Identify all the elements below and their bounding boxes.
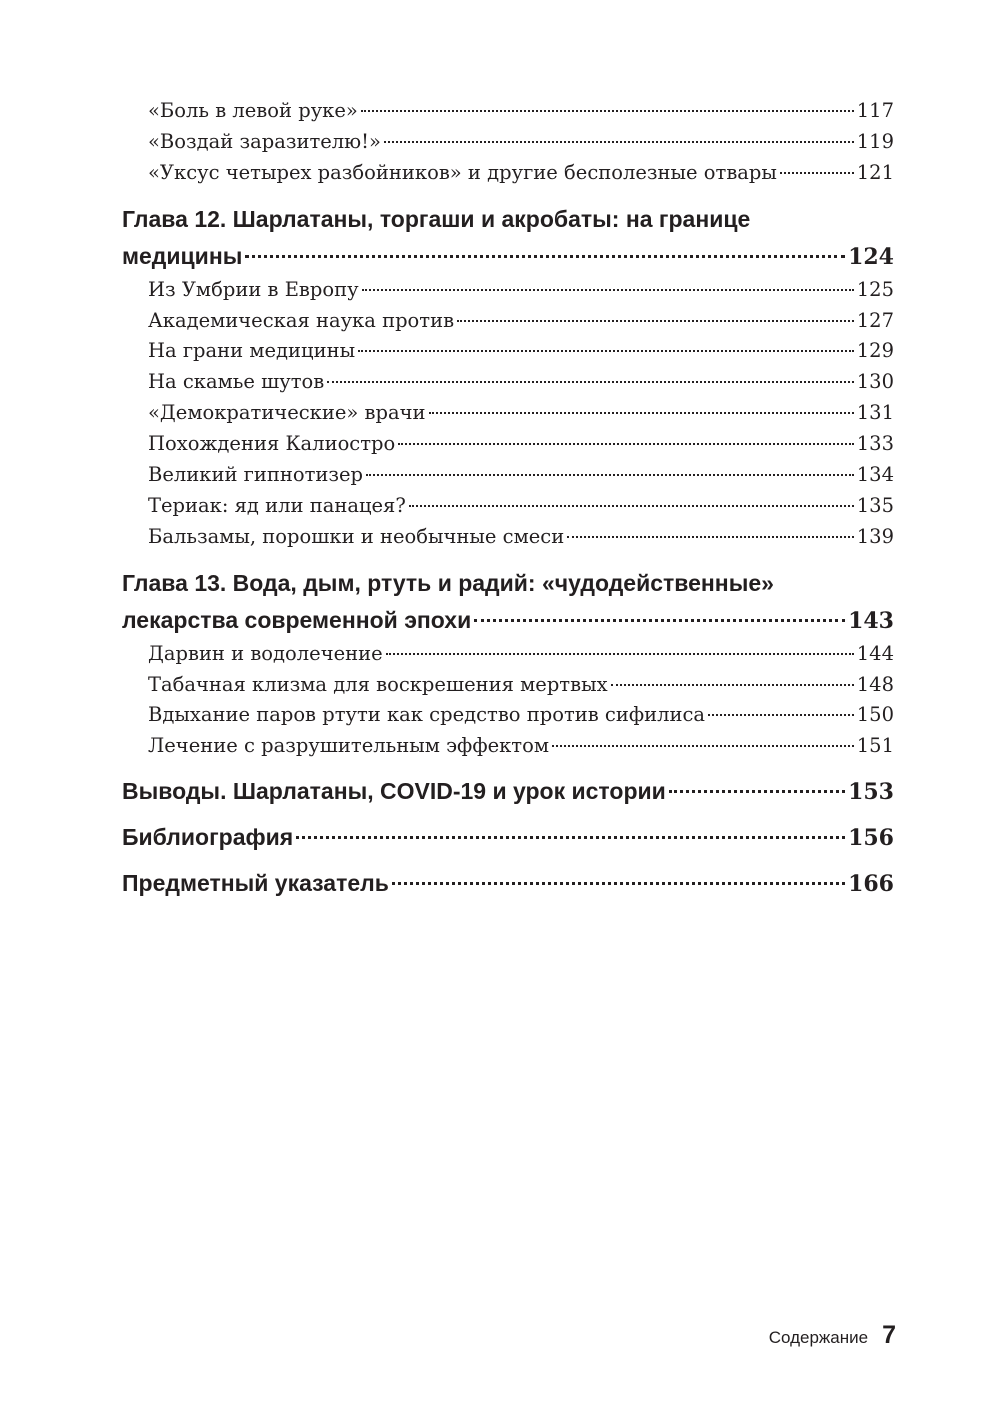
chapter-page: 143: [848, 607, 894, 634]
dot-leader: [708, 714, 854, 716]
toc-heading-title: Предметный указатель: [122, 870, 389, 897]
dot-leader: [386, 653, 854, 655]
dot-leader: [409, 505, 854, 507]
toc-entry-page: 151: [856, 734, 894, 758]
running-section-title: Содержание: [768, 1328, 869, 1347]
dot-leader: [327, 381, 854, 383]
dot-leader: [392, 882, 845, 885]
toc-entry-title: Дарвин и водолечение: [148, 641, 383, 665]
toc-entry-title: «Боль в левой руке»: [148, 99, 358, 122]
toc-heading-page: 153: [848, 779, 894, 806]
table-of-contents: [122, 96, 894, 906]
toc-entry-title: Великий гипнотизер: [148, 463, 364, 487]
toc-entry: [148, 336, 894, 367]
page-number: 7: [882, 1321, 896, 1349]
toc-entry: [148, 429, 894, 460]
dot-leader: [296, 836, 845, 839]
toc-entry: [148, 460, 894, 491]
toc-entry-title: На грани медицины: [148, 339, 356, 363]
toc-entry-page: 129: [856, 339, 894, 363]
toc-entry: [148, 127, 894, 158]
toc-entry-title: Табачная клизма для воскрешения мертвых: [148, 672, 608, 696]
dot-leader: [429, 412, 854, 414]
toc-entry-title: Вдыхание паров ртути как средство против сифилиса: [148, 703, 706, 727]
toc-entry: [148, 491, 894, 522]
toc-entry-page: 119: [856, 129, 894, 153]
toc-entry-title: Академическая наука против: [148, 308, 455, 332]
toc-entry-title: Териак: яд или панацея?: [148, 493, 406, 517]
toc-entry: [148, 275, 894, 306]
toc-heading-page: 166: [848, 871, 894, 898]
chapter-title-line2: медицины: [122, 242, 243, 269]
dot-leader: [780, 172, 854, 174]
toc-entry: [148, 158, 894, 189]
toc-entry: [148, 398, 894, 429]
toc-entry-title: Лечение с разрушительным эффектом: [148, 734, 550, 758]
chapter-title-line2: лекарства современной эпохи: [122, 606, 472, 633]
dot-leader: [362, 289, 854, 291]
toc-entry-title: «Демократические» врачи: [148, 401, 426, 425]
conclusions-entry: [122, 768, 894, 814]
toc-entry: [148, 522, 894, 553]
chapter-title-line1: Глава 13. Вода, дым, ртуть и радий: «чудодейственные»: [122, 569, 774, 596]
dot-leader: [384, 141, 854, 143]
toc-entry: [148, 700, 894, 731]
chapter-13-heading: [122, 565, 894, 639]
toc-entry-page: 125: [856, 277, 894, 301]
dot-leader: [567, 536, 854, 538]
page-footer: [769, 1321, 896, 1350]
toc-entry-title: Бальзамы, порошки и необычные смеси: [148, 524, 565, 548]
toc-entry-title: Из Умбрии в Европу: [148, 277, 359, 301]
toc-entry: [148, 670, 894, 701]
dot-leader: [398, 443, 854, 445]
toc-entry-page: 130: [856, 370, 894, 394]
dot-leader: [245, 255, 845, 258]
toc-entry-title: Похождения Калиостро: [148, 432, 396, 456]
dot-leader: [457, 320, 854, 322]
dot-leader: [474, 619, 845, 622]
toc-entry-page: 133: [856, 432, 894, 456]
toc-heading-title: Выводы. Шарлатаны, COVID-19 и урок истории: [122, 778, 666, 805]
chapter-title-line1: Глава 12. Шарлатаны, торгаши и акробаты: на границе: [122, 205, 751, 232]
toc-entry-page: 127: [856, 308, 894, 332]
toc-entry-page: 135: [856, 493, 894, 517]
toc-entry-page: 131: [856, 401, 894, 425]
toc-entry-page: 117: [856, 99, 894, 122]
dot-leader: [358, 350, 854, 352]
toc-entry-page: 134: [856, 463, 894, 487]
toc-entry-title: На скамье шутов: [148, 370, 325, 394]
toc-entry: [148, 96, 894, 127]
index-entry: [122, 860, 894, 906]
dot-leader: [669, 790, 845, 793]
toc-entry-page: 139: [856, 524, 894, 548]
toc-entry-title: «Воздай заразителю!»: [148, 129, 381, 153]
toc-entry-page: 121: [856, 160, 894, 184]
dot-leader: [361, 110, 854, 112]
bibliography-entry: [122, 814, 894, 860]
toc-entry: [148, 731, 894, 762]
toc-entry: [148, 306, 894, 337]
toc-heading-page: 156: [848, 825, 894, 852]
chapter-12-heading: [122, 201, 894, 275]
toc-entry: [148, 639, 894, 670]
toc-heading-title: Библиография: [122, 824, 294, 851]
toc-entry-page: 148: [856, 672, 894, 696]
dot-leader: [611, 684, 854, 686]
toc-entry-title: «Уксус четырех разбойников» и другие бесполезные отвары: [148, 160, 777, 184]
toc-entry-page: 150: [856, 703, 894, 727]
dot-leader: [552, 745, 854, 747]
toc-entry-page: 144: [856, 641, 894, 665]
dot-leader: [366, 474, 854, 476]
chapter-page: 124: [848, 243, 894, 270]
toc-entry: [148, 367, 894, 398]
